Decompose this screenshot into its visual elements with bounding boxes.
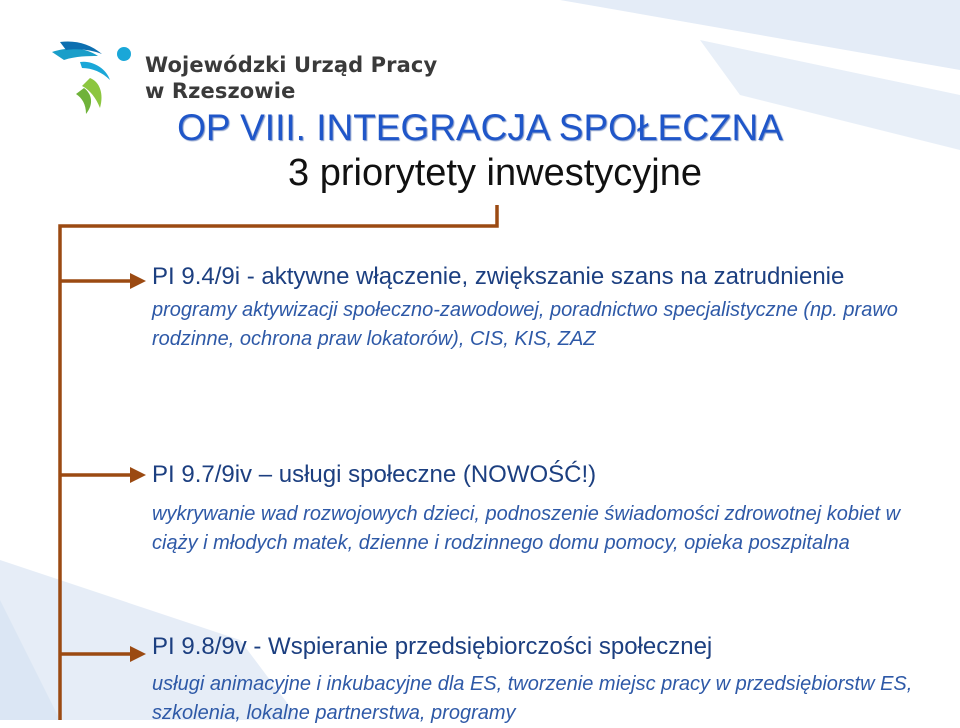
priority-block-3 [152, 632, 942, 728]
priority-description: wykrywanie wad rozwojowych dzieci, podnoszenie świadomości zdrowotnej kobiet w ciąży i młodych matek, dzienne i rodzinnego domu pomocy, opieka poszpitalna [152, 503, 901, 554]
slide-subtitle: 3 priorytety inwestycyjne [288, 152, 702, 194]
slide-title: OP VIII. INTEGRACJA SPOŁECZNA [177, 107, 783, 148]
org-name-line2: w Rzeszowie [145, 79, 296, 103]
org-name-line1: Wojewódzki Urząd Pracy [145, 53, 438, 77]
priority-heading: PI 9.8/9v - Wspieranie przedsiębiorczości społecznej [152, 633, 713, 660]
priority-description: programy aktywizacji społeczno-zawodowej, poradnictwo specjalistyczne (np. prawo rodzinne, ochrona praw lokatorów), CIS, KIS, ZAZ [152, 299, 898, 350]
priority-description: usługi animacyjne i inkubacyjne dla ES, tworzenie miejsc pracy w przedsiębiorstw ES, szkolenia, lokalne partnerstwa, programy [152, 673, 913, 724]
priority-block-1 [152, 262, 942, 354]
priority-heading: PI 9.4/9i - aktywne włączenie, zwiększanie szans na zatrudnienie [152, 263, 845, 290]
priority-block-2 [152, 460, 942, 558]
priority-heading: PI 9.7/9iv – usługi społeczne (NOWOŚĆ!) [152, 461, 597, 488]
